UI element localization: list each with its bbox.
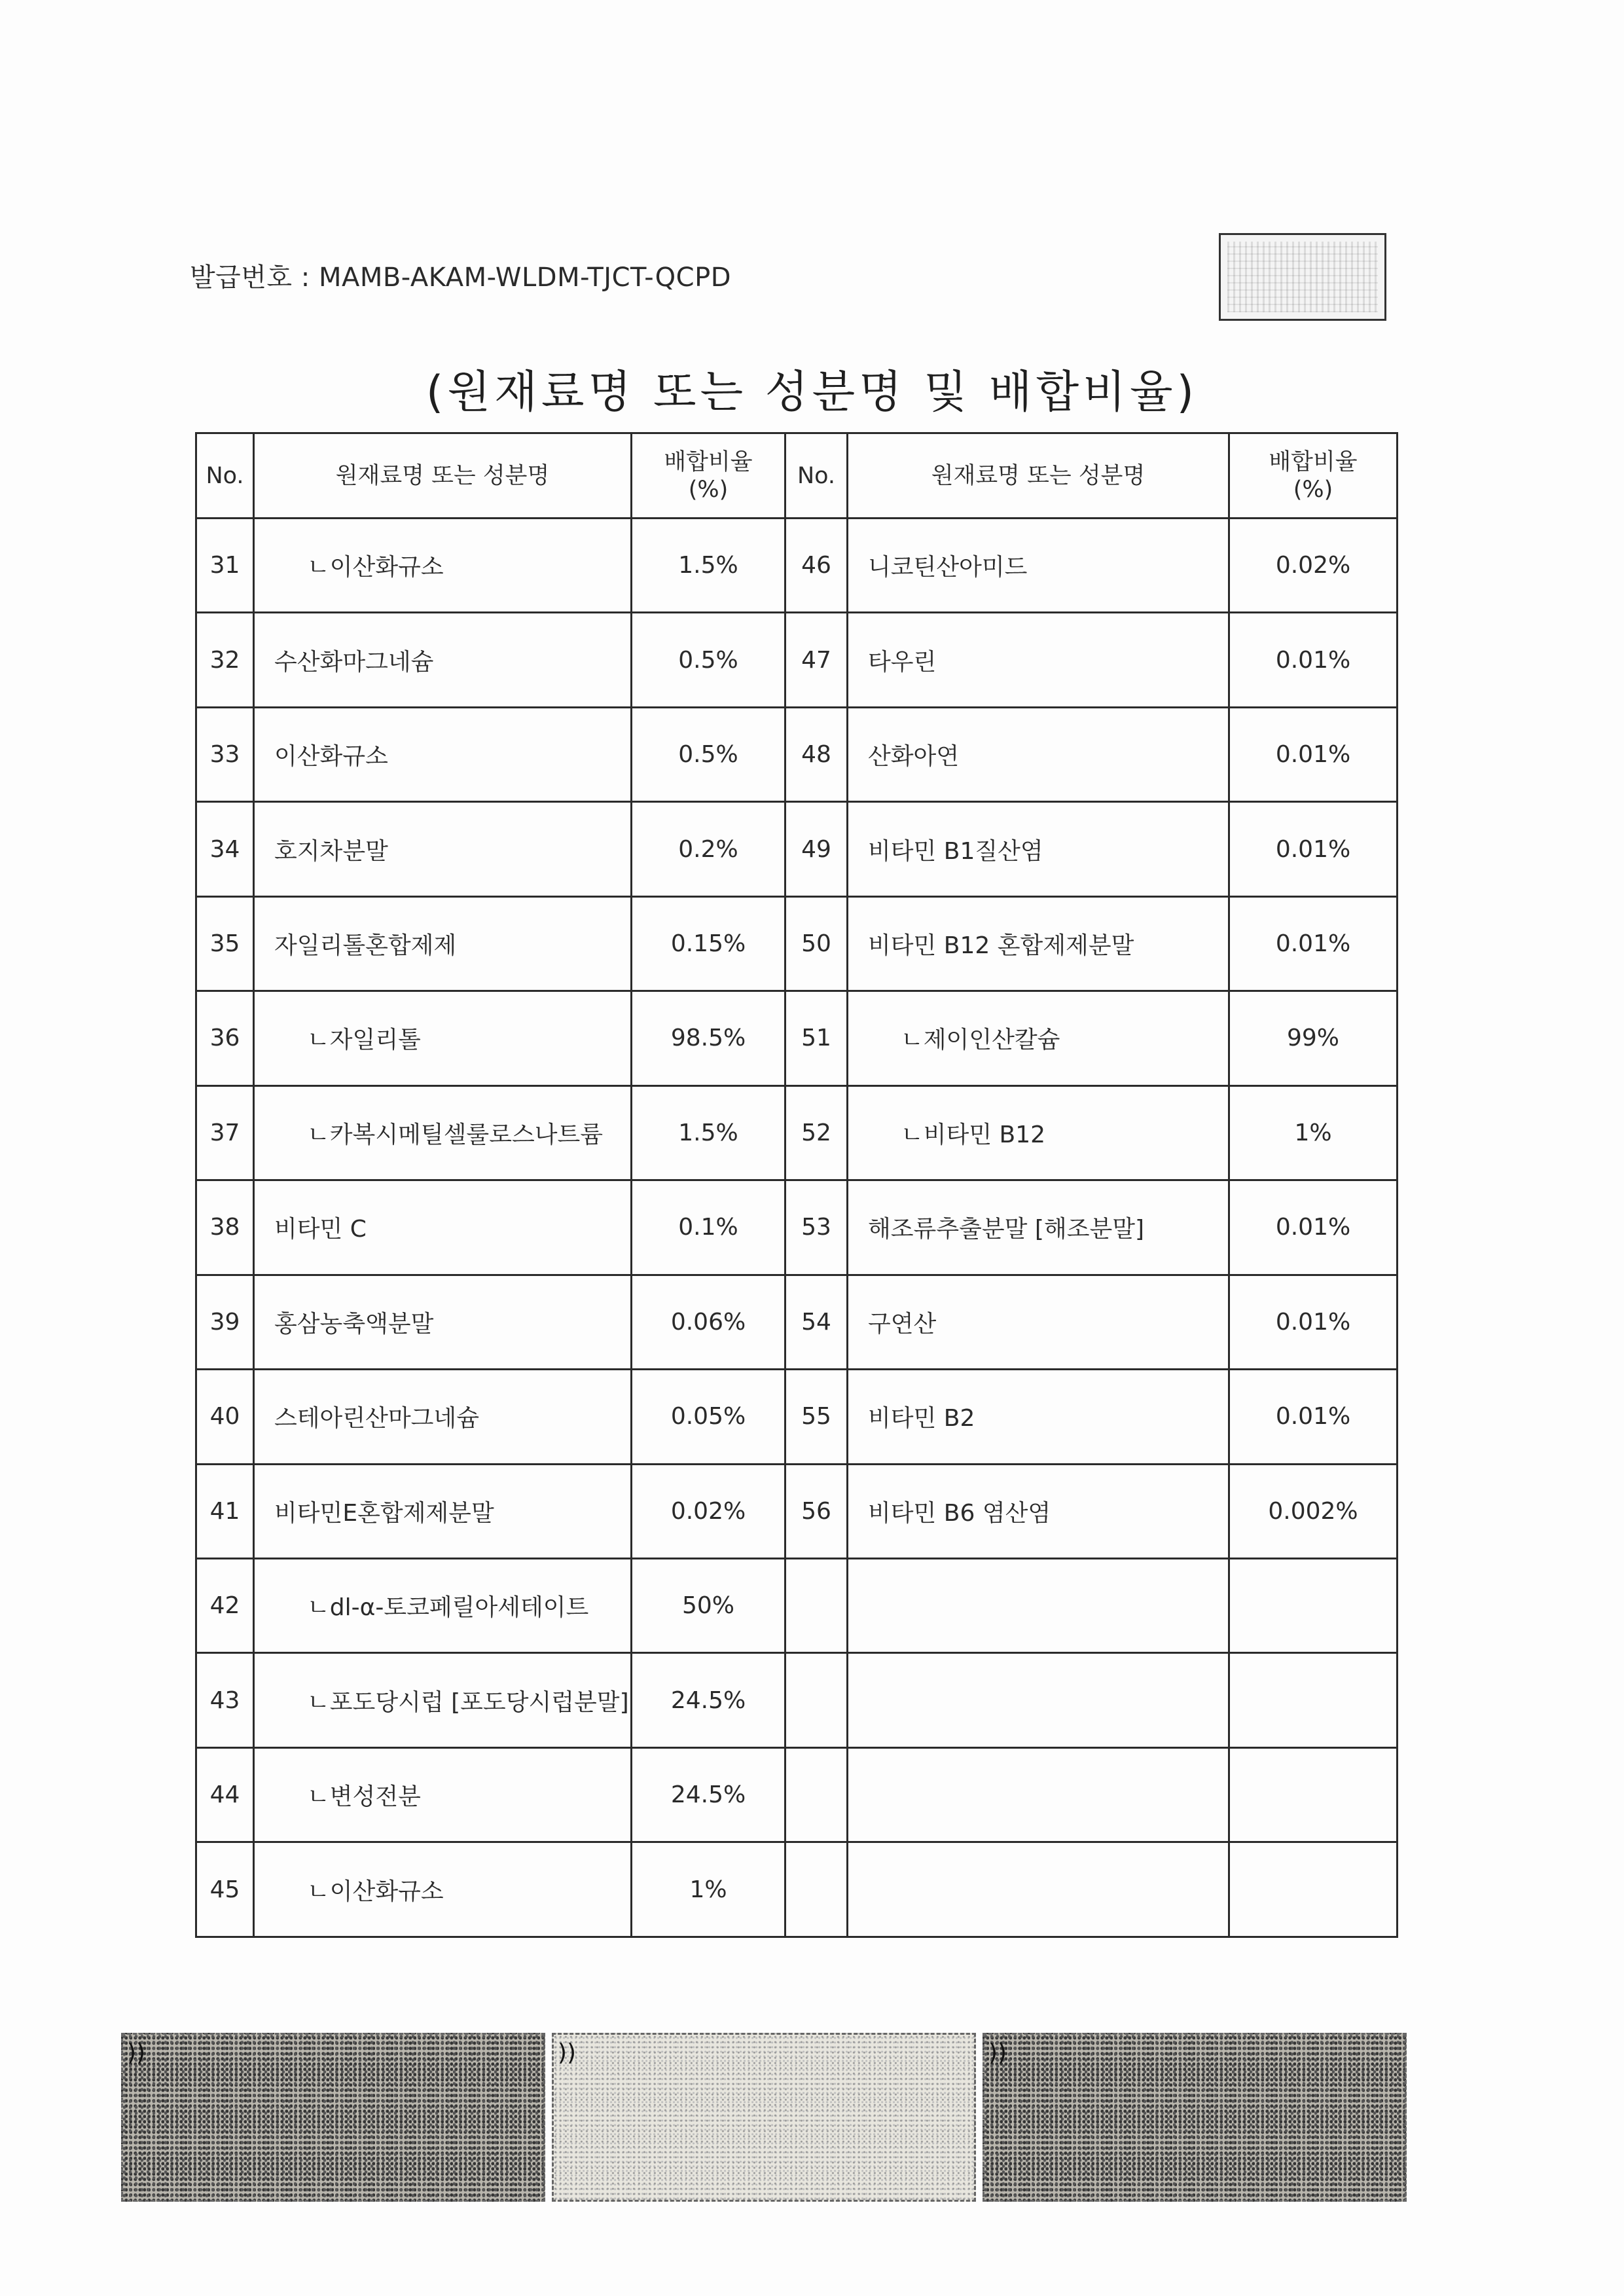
header-ratio-left: [632, 433, 785, 519]
row-ratio: 0.01%: [1229, 896, 1398, 991]
row-no: 56: [785, 1464, 848, 1558]
row-no: 55: [785, 1370, 848, 1464]
row-ratio: 0.05%: [632, 1370, 785, 1464]
barcode-pattern: [1227, 242, 1378, 312]
issue-number: 발급번호 : MAMB-AKAM-WLDM-TJCT-QCPD: [190, 263, 731, 293]
security-pattern-swatch: [552, 2033, 976, 2202]
row-ingredient: ㄴ제이인산칼슘: [848, 991, 1229, 1085]
table-row: [196, 1747, 1398, 1842]
row-ratio: 98.5%: [632, 991, 785, 1085]
row-ingredient: ㄴ포도당시럽 [포도당시럽분말]: [254, 1653, 632, 1747]
row-no: 38: [196, 1180, 254, 1275]
row-ingredient: 이산화규소: [254, 707, 632, 801]
table-row: [196, 991, 1398, 1085]
row-ratio: 0.01%: [1229, 802, 1398, 896]
table-row: [196, 1085, 1398, 1180]
row-no: [785, 1653, 848, 1747]
row-ratio: [1229, 1842, 1398, 1937]
row-ratio: 0.01%: [1229, 1370, 1398, 1464]
row-no: 43: [196, 1653, 254, 1747]
table-body: [196, 519, 1398, 1937]
row-ingredient: 스테아린산마그네슘: [254, 1370, 632, 1464]
verification-barcode: [1219, 233, 1386, 321]
row-no: 37: [196, 1085, 254, 1180]
security-pattern-strip: [121, 2033, 1404, 2198]
row-ratio: 0.01%: [1229, 707, 1398, 801]
row-ingredient: 홍삼농축액분말: [254, 1275, 632, 1369]
row-ingredient: 비타민 B1질산염: [848, 802, 1229, 896]
header-ratio-left-line2: (%): [688, 476, 729, 503]
row-ingredient: [848, 1653, 1229, 1747]
signal-waves-icon: )): [988, 2039, 1007, 2066]
row-no: 36: [196, 991, 254, 1085]
table-row: [196, 1370, 1398, 1464]
row-ratio: 0.06%: [632, 1275, 785, 1369]
row-ratio: 50%: [632, 1558, 785, 1652]
row-no: 41: [196, 1464, 254, 1558]
row-no: 53: [785, 1180, 848, 1275]
table-row: [196, 1842, 1398, 1937]
row-ingredient: ㄴ이산화규소: [254, 519, 632, 613]
security-pattern-swatch: [983, 2033, 1407, 2202]
row-ingredient: ㄴdl-α-토코페릴아세테이트: [254, 1558, 632, 1652]
row-ingredient: 수산화마그네슘: [254, 613, 632, 707]
row-ingredient: 비타민 B6 염산염: [848, 1464, 1229, 1558]
row-ingredient: 비타민 C: [254, 1180, 632, 1275]
row-ratio: 0.02%: [1229, 519, 1398, 613]
row-ratio: 0.01%: [1229, 1180, 1398, 1275]
header-no-right: No.: [785, 433, 848, 519]
header-ratio-right-line1: 배합비율: [1269, 448, 1358, 475]
row-ratio: 0.01%: [1229, 1275, 1398, 1369]
row-ingredient: 비타민 B12 혼합제제분말: [848, 896, 1229, 991]
header-name-right: 원재료명 또는 성분명: [848, 433, 1229, 519]
header-ratio-right: [1229, 433, 1398, 519]
table-row: [196, 1275, 1398, 1369]
row-no: 33: [196, 707, 254, 801]
ingredient-table: [195, 432, 1398, 1938]
row-ratio: 0.02%: [632, 1464, 785, 1558]
table-row: [196, 896, 1398, 991]
row-no: [785, 1747, 848, 1842]
table-row: [196, 519, 1398, 613]
row-ratio: 0.002%: [1229, 1464, 1398, 1558]
row-ratio: 0.15%: [632, 896, 785, 991]
security-pattern-swatch: [121, 2033, 545, 2202]
row-no: 51: [785, 991, 848, 1085]
row-ratio: 1.5%: [632, 519, 785, 613]
row-ratio: 1.5%: [632, 1085, 785, 1180]
row-ratio: 99%: [1229, 991, 1398, 1085]
table-header: [196, 433, 1398, 519]
row-no: 48: [785, 707, 848, 801]
row-no: 50: [785, 896, 848, 991]
table-row: [196, 613, 1398, 707]
row-ratio: [1229, 1558, 1398, 1652]
row-ingredient: 니코틴산아미드: [848, 519, 1229, 613]
row-ingredient: ㄴ변성전분: [254, 1747, 632, 1842]
row-no: 31: [196, 519, 254, 613]
row-ingredient: 비타민E혼합제제분말: [254, 1464, 632, 1558]
row-ingredient: 구연산: [848, 1275, 1229, 1369]
row-ingredient: [848, 1558, 1229, 1652]
table-row: [196, 1180, 1398, 1275]
row-ingredient: ㄴ이산화규소: [254, 1842, 632, 1937]
row-no: 39: [196, 1275, 254, 1369]
row-ratio: 1%: [632, 1842, 785, 1937]
row-ratio: 0.1%: [632, 1180, 785, 1275]
row-ratio: [1229, 1747, 1398, 1842]
row-ingredient: 해조류추출분말 [해조분말]: [848, 1180, 1229, 1275]
row-no: 49: [785, 802, 848, 896]
document-title: (원재료명 또는 성분명 및 배합비율): [425, 367, 1199, 418]
row-ingredient: ㄴ비타민 B12: [848, 1085, 1229, 1180]
row-no: 45: [196, 1842, 254, 1937]
row-no: 32: [196, 613, 254, 707]
row-no: 42: [196, 1558, 254, 1652]
table-row: [196, 1653, 1398, 1747]
header-name-left: 원재료명 또는 성분명: [254, 433, 632, 519]
row-no: 40: [196, 1370, 254, 1464]
row-ingredient: 비타민 B2: [848, 1370, 1229, 1464]
header-ratio-right-line2: (%): [1293, 476, 1333, 503]
table-row: [196, 707, 1398, 801]
row-no: 46: [785, 519, 848, 613]
row-ratio: 24.5%: [632, 1747, 785, 1842]
row-ratio: 0.2%: [632, 802, 785, 896]
row-ingredient: [848, 1842, 1229, 1937]
row-ratio: 24.5%: [632, 1653, 785, 1747]
row-no: [785, 1842, 848, 1937]
row-ingredient: 호지차분말: [254, 802, 632, 896]
row-no: 47: [785, 613, 848, 707]
row-no: 35: [196, 896, 254, 991]
row-ingredient: 자일리톨혼합제제: [254, 896, 632, 991]
row-no: 34: [196, 802, 254, 896]
signal-waves-icon: )): [558, 2039, 577, 2066]
row-ingredient: 타우린: [848, 613, 1229, 707]
row-ingredient: ㄴ자일리톨: [254, 991, 632, 1085]
row-ratio: [1229, 1653, 1398, 1747]
header-ratio-left-line1: 배합비율: [664, 448, 753, 475]
row-ingredient: ㄴ카복시메틸셀룰로스나트륨: [254, 1085, 632, 1180]
table-row: [196, 802, 1398, 896]
table-row: [196, 1558, 1398, 1652]
table-row: [196, 1464, 1398, 1558]
signal-waves-icon: )): [127, 2039, 146, 2066]
row-no: 54: [785, 1275, 848, 1369]
row-ratio: 0.01%: [1229, 613, 1398, 707]
row-ingredient: 산화아연: [848, 707, 1229, 801]
row-no: 52: [785, 1085, 848, 1180]
header-no-left: No.: [196, 433, 254, 519]
row-no: 44: [196, 1747, 254, 1842]
row-ratio: 1%: [1229, 1085, 1398, 1180]
row-ingredient: [848, 1747, 1229, 1842]
row-ratio: 0.5%: [632, 707, 785, 801]
row-ratio: 0.5%: [632, 613, 785, 707]
row-no: [785, 1558, 848, 1652]
